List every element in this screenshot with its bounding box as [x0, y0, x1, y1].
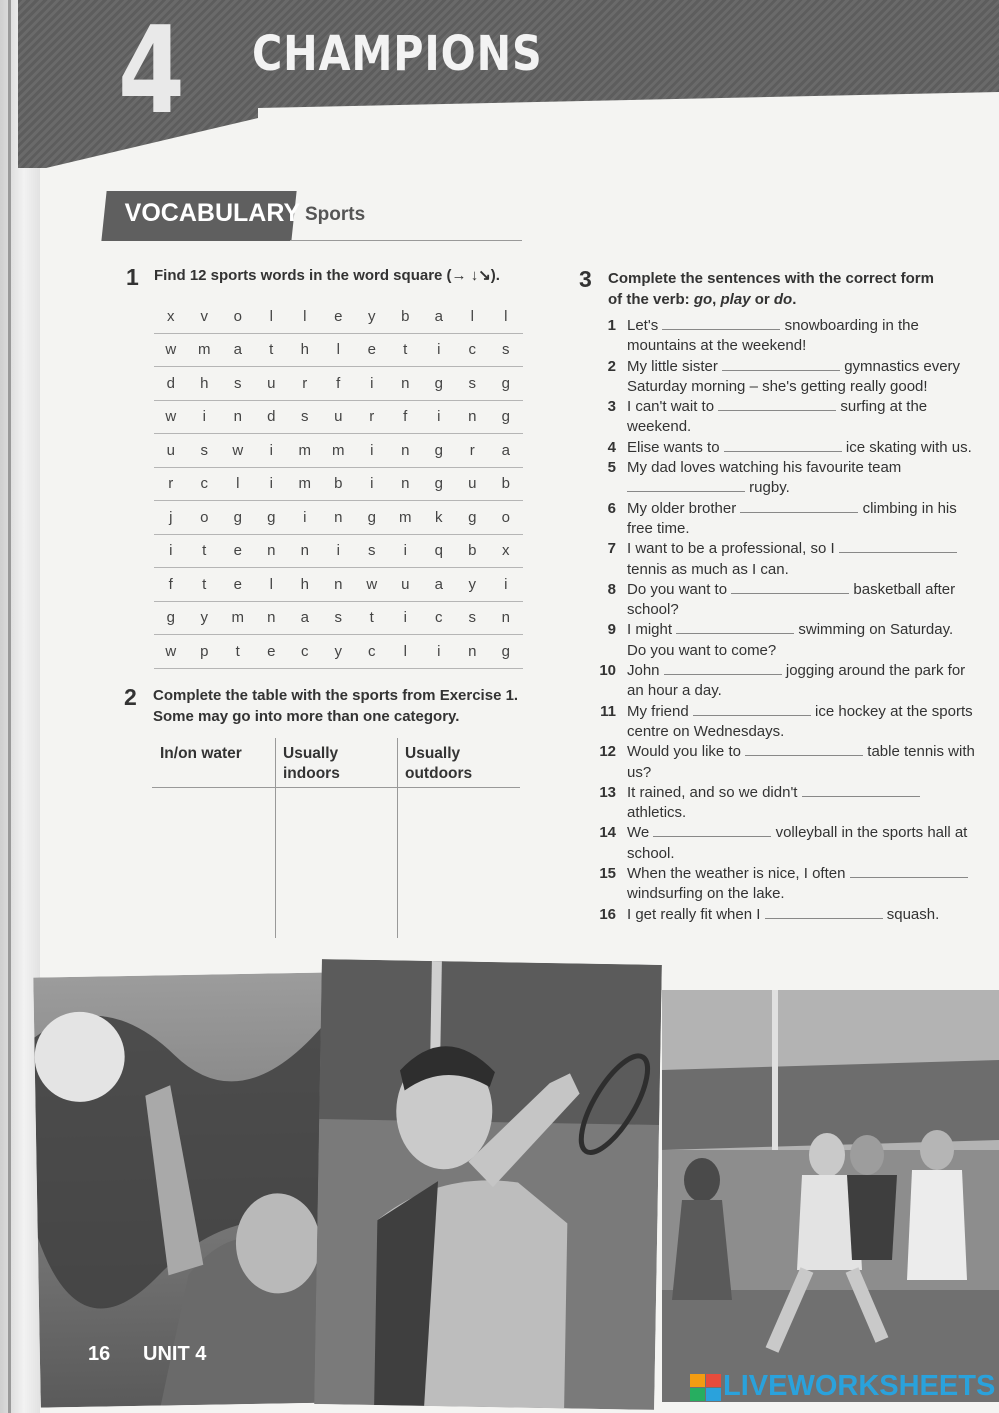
- sentence-text-after: squash.: [886, 905, 940, 923]
- answer-blank[interactable]: [676, 620, 794, 634]
- sentence-text-before: I can't wait to: [627, 398, 715, 416]
- word-square-letter: s: [489, 333, 523, 367]
- answer-blank[interactable]: [664, 661, 782, 675]
- sentence-item: [596, 742, 976, 783]
- answer-blank[interactable]: [765, 905, 883, 919]
- word-square-letter: y: [456, 568, 490, 602]
- word-square-letter: e: [255, 635, 289, 669]
- sentence-text-before: I want to be a professional, so I: [627, 540, 835, 558]
- sentence-number: 1: [607, 317, 616, 334]
- watermark-text: LIVEWORKSHEETS: [723, 1370, 996, 1402]
- column-header-outdoors: Usually outdoors: [405, 745, 473, 782]
- sentence-text-after: jogging around the park for an hour a day.: [627, 662, 966, 700]
- sentence-text-after: surfing at the weekend.: [627, 398, 928, 436]
- liveworksheets-logo-icon: [690, 1374, 722, 1402]
- photo-running-girls: [662, 990, 999, 1402]
- sentence-text-before: Do you want to: [627, 580, 728, 598]
- word-square-letter: y: [322, 635, 356, 669]
- sentence-item: [596, 580, 976, 621]
- answer-blank[interactable]: [745, 742, 863, 756]
- word-square-letter: t: [221, 635, 255, 669]
- word-square-letter: n: [255, 534, 289, 568]
- word-square-row: [154, 635, 523, 669]
- word-square-letter: n: [389, 434, 423, 468]
- word-square-letter: t: [188, 568, 222, 602]
- sentence-number: 8: [607, 580, 616, 598]
- sentence-number: 16: [599, 905, 616, 923]
- word-square-letter: g: [221, 501, 255, 535]
- word-square-letter: v: [188, 300, 222, 333]
- answer-blank[interactable]: [731, 580, 849, 594]
- word-square-letter: n: [221, 400, 255, 434]
- sentence-text-after: gymnastics every Saturday morning – she's getting really good!: [627, 357, 961, 395]
- word-square-letter: i: [154, 534, 188, 568]
- word-square-letter: n: [288, 534, 322, 568]
- sentence-number: 5: [607, 459, 616, 477]
- word-square-letter: o: [489, 501, 523, 535]
- word-square-letter: c: [355, 635, 389, 669]
- word-square-letter: n: [322, 568, 356, 602]
- word-square-letter: t: [188, 534, 222, 568]
- exercise-3-instruction: Complete the sentences with the correct form of the verb: go, play or do.: [608, 270, 934, 308]
- word-square-row: [154, 434, 523, 468]
- word-square-letter: g: [489, 635, 523, 669]
- sentence-text-before: My older brother: [627, 499, 737, 517]
- sentence-text-before: My little sister: [627, 357, 718, 375]
- topic-underline: [290, 240, 522, 241]
- word-square-letter: r: [456, 434, 490, 468]
- sentence-text-before: John: [627, 662, 660, 680]
- sentence-number: 11: [600, 702, 616, 720]
- word-square-letter: l: [489, 300, 523, 333]
- word-square-letter: u: [456, 467, 490, 501]
- word-square-letter: m: [288, 467, 322, 501]
- sentence-text-before: Let's: [627, 317, 659, 334]
- word-square-letter: b: [389, 300, 423, 333]
- word-square-letter: m: [322, 434, 356, 468]
- word-square-row: [154, 400, 523, 434]
- word-square-letter: x: [489, 534, 523, 568]
- sentence-text-after: swimming on Saturday. Do you want to come?: [627, 621, 954, 659]
- word-square-row: [154, 300, 523, 333]
- word-square-letter: i: [255, 434, 289, 468]
- sentence-text-before: Elise wants to: [627, 438, 720, 456]
- word-square-row: [154, 501, 523, 535]
- word-square-letter: f: [322, 367, 356, 401]
- page-number: 16: [88, 1343, 111, 1365]
- sentence-text-before: I get really fit when I: [627, 905, 761, 923]
- word-square-letter: a: [288, 601, 322, 635]
- word-square-letter: c: [288, 635, 322, 669]
- sentence-text-after: climbing in his free time.: [627, 499, 957, 537]
- sentence-text-before: When the weather is nice, I often: [627, 865, 846, 883]
- sentence-number: 15: [599, 865, 616, 883]
- word-square-letter: i: [422, 400, 456, 434]
- word-square-letter: g: [255, 501, 289, 535]
- footer-unit-label: UNIT 4: [143, 1343, 207, 1365]
- word-square-letter: l: [255, 568, 289, 602]
- word-square-letter: i: [355, 434, 389, 468]
- exercise-3-number: 3: [579, 266, 592, 292]
- word-square-letter: i: [322, 534, 356, 568]
- word-square-letter: u: [389, 568, 423, 602]
- sentence-text-after: windsurfing on the lake.: [627, 885, 785, 903]
- word-square-letter: i: [422, 635, 456, 669]
- word-square-letter: b: [489, 467, 523, 501]
- answer-blank[interactable]: [802, 783, 920, 797]
- word-square-letter: k: [422, 501, 456, 535]
- word-square-row: [154, 568, 523, 602]
- word-square-letter: m: [288, 434, 322, 468]
- sentence-number: 6: [607, 499, 616, 517]
- word-square-letter: s: [456, 367, 490, 401]
- unit-title: CHAMPIONS: [252, 26, 543, 82]
- word-square-letter: t: [355, 601, 389, 635]
- sentence-item: [596, 316, 976, 357]
- word-square-letter: u: [322, 400, 356, 434]
- word-square-letter: b: [456, 534, 490, 568]
- word-square-letter: t: [389, 333, 423, 367]
- column-header-indoors: Usually indoors: [283, 745, 340, 782]
- word-square-letter: q: [422, 534, 456, 568]
- sentence-number: 14: [599, 824, 616, 842]
- word-square-letter: h: [288, 568, 322, 602]
- word-square-letter: a: [422, 300, 456, 333]
- word-square-letter: y: [355, 300, 389, 333]
- sentence-text-before: My dad loves watching his favourite team: [627, 459, 902, 477]
- sentence-text-after: snowboarding in the mountains at the weekend!: [627, 317, 919, 355]
- word-square-letter: r: [355, 400, 389, 434]
- word-square-letter: r: [288, 367, 322, 401]
- answer-blank[interactable]: [662, 316, 780, 330]
- sentence-text-after: rugby.: [749, 479, 790, 497]
- exercise-2-number: 2: [124, 684, 137, 710]
- sentence-number: 7: [607, 540, 616, 558]
- sentence-text-after: table tennis with us?: [627, 743, 975, 781]
- answer-blank[interactable]: [693, 702, 811, 716]
- word-square-letter: a: [422, 568, 456, 602]
- sentence-number: 9: [607, 621, 616, 639]
- word-square-letter: i: [389, 534, 423, 568]
- word-square-letter: i: [355, 467, 389, 501]
- word-square-letter: n: [489, 601, 523, 635]
- answer-blank[interactable]: [627, 478, 745, 492]
- sentence-item: [596, 783, 976, 824]
- topic-title: Sports: [305, 204, 366, 225]
- sentence-text-after: athletics.: [627, 804, 687, 822]
- sentence-number: 2: [607, 357, 616, 375]
- word-square-letter: x: [154, 300, 188, 333]
- sentence-text-before: My friend: [627, 702, 689, 720]
- word-square-letter: h: [188, 367, 222, 401]
- word-square-letter: n: [389, 467, 423, 501]
- answer-blank[interactable]: [839, 539, 957, 553]
- word-square-letter: l: [255, 300, 289, 333]
- answer-blank[interactable]: [740, 499, 858, 513]
- answer-blank[interactable]: [722, 357, 840, 371]
- word-square-letter: w: [221, 434, 255, 468]
- word-square-letter: n: [322, 501, 356, 535]
- word-square-letter: g: [489, 367, 523, 401]
- answer-blank[interactable]: [724, 438, 842, 452]
- word-square-letter: d: [154, 367, 188, 401]
- sentence-item: [596, 823, 976, 864]
- sentence-item: [596, 864, 976, 905]
- word-square-letter: d: [255, 400, 289, 434]
- word-square-row: [154, 333, 523, 367]
- word-square-letter: g: [422, 467, 456, 501]
- word-square-letter: y: [188, 601, 222, 635]
- word-square-letter: w: [154, 333, 188, 367]
- word-square-letter: i: [389, 601, 423, 635]
- book-spine: [0, 0, 40, 1413]
- word-square: [154, 300, 523, 669]
- word-square-letter: i: [288, 501, 322, 535]
- table-column-divider: [275, 738, 276, 938]
- word-square-letter: g: [422, 367, 456, 401]
- word-square-letter: a: [489, 434, 523, 468]
- sentence-text-after: volleyball in the sports hall at school.: [627, 824, 968, 862]
- word-square-letter: n: [255, 601, 289, 635]
- word-square-letter: o: [188, 501, 222, 535]
- word-square-letter: e: [355, 333, 389, 367]
- table-header-divider: [152, 787, 520, 788]
- word-square-letter: p: [188, 635, 222, 669]
- sentence-item: [596, 702, 976, 743]
- sentence-number: 12: [599, 743, 616, 761]
- photo-tennis-player: [314, 959, 662, 1410]
- sentence-number: 13: [599, 783, 616, 801]
- word-square-letter: w: [355, 568, 389, 602]
- sentence-text-before: It rained, and so we didn't: [627, 783, 798, 801]
- word-square-letter: s: [456, 601, 490, 635]
- exercise-1-number: 1: [126, 264, 139, 290]
- sentence-number: 3: [607, 398, 616, 416]
- vocabulary-label: VOCABULARY: [101, 191, 296, 241]
- sentence-number: 4: [607, 438, 616, 456]
- word-square-letter: i: [422, 333, 456, 367]
- sports-category-table: [152, 738, 522, 938]
- word-square-letter: l: [389, 635, 423, 669]
- sentence-text-before: Would you like to: [627, 743, 741, 761]
- sentence-text-after: ice hockey at the sports centre on Wednesdays.: [627, 702, 973, 740]
- word-square-letter: m: [188, 333, 222, 367]
- word-square-letter: i: [355, 367, 389, 401]
- word-square-letter: g: [489, 400, 523, 434]
- word-square-letter: r: [154, 467, 188, 501]
- sentence-number: 10: [599, 662, 616, 680]
- sentence-list: [596, 316, 976, 925]
- sentence-text-before: We: [627, 824, 650, 842]
- word-square-letter: e: [221, 534, 255, 568]
- word-square-letter: s: [322, 601, 356, 635]
- word-square-letter: o: [221, 300, 255, 333]
- answer-blank[interactable]: [850, 864, 968, 878]
- sentence-item: [596, 539, 976, 580]
- word-square-row: [154, 534, 523, 568]
- sentence-item: [596, 905, 976, 925]
- word-square-letter: g: [355, 501, 389, 535]
- sentence-item: [596, 357, 976, 398]
- word-square-row: [154, 367, 523, 401]
- word-square-letter: c: [188, 467, 222, 501]
- word-square-letter: n: [456, 635, 490, 669]
- unit-number: 4: [118, 2, 182, 141]
- sentence-item: [596, 458, 976, 499]
- word-square-letter: w: [154, 635, 188, 669]
- word-square-letter: m: [389, 501, 423, 535]
- answer-blank[interactable]: [653, 823, 771, 837]
- word-square-letter: b: [322, 467, 356, 501]
- word-square-letter: e: [221, 568, 255, 602]
- sentence-item: [596, 438, 976, 458]
- word-square-letter: n: [456, 400, 490, 434]
- word-square-letter: j: [154, 501, 188, 535]
- word-square-letter: s: [288, 400, 322, 434]
- sentence-text-after: ice skating with us.: [845, 438, 972, 456]
- word-square-letter: h: [288, 333, 322, 367]
- sentence-text-after: basketball after school?: [627, 580, 956, 619]
- word-square-letter: n: [389, 367, 423, 401]
- word-square-letter: c: [422, 601, 456, 635]
- word-square-letter: g: [154, 601, 188, 635]
- sentence-item: [596, 499, 976, 540]
- word-square-letter: i: [255, 467, 289, 501]
- exercise-2-instruction: Complete the table with the sports from Exercise 1. Some may go into more than one category.: [153, 687, 519, 725]
- word-square-letter: i: [489, 568, 523, 602]
- word-square-letter: s: [221, 367, 255, 401]
- word-square-letter: s: [355, 534, 389, 568]
- exercise-1-instruction: Find 12 sports words in the word square (→ ↓↘).: [154, 267, 500, 284]
- word-square-letter: t: [255, 333, 289, 367]
- word-square-letter: w: [154, 400, 188, 434]
- word-square-letter: g: [456, 501, 490, 535]
- word-square-letter: e: [322, 300, 356, 333]
- word-square-letter: m: [221, 601, 255, 635]
- word-square-letter: f: [389, 400, 423, 434]
- word-square-letter: l: [221, 467, 255, 501]
- word-square-letter: c: [456, 333, 490, 367]
- table-column-divider: [397, 738, 398, 938]
- answer-blank[interactable]: [718, 397, 836, 411]
- sentence-item: [596, 661, 976, 702]
- word-square-letter: l: [322, 333, 356, 367]
- sentence-text-after: tennis as much as I can.: [627, 560, 789, 578]
- word-square-letter: a: [221, 333, 255, 367]
- word-square-letter: s: [188, 434, 222, 468]
- column-header-water: In/on water: [160, 745, 242, 762]
- word-square-letter: u: [154, 434, 188, 468]
- word-square-letter: l: [288, 300, 322, 333]
- word-square-row: [154, 601, 523, 635]
- word-square-row: [154, 467, 523, 501]
- word-square-letter: f: [154, 568, 188, 602]
- word-square-letter: i: [188, 400, 222, 434]
- word-square-letter: u: [255, 367, 289, 401]
- sentence-item: [596, 620, 976, 661]
- word-square-letter: g: [422, 434, 456, 468]
- sentence-item: [596, 397, 976, 438]
- word-square-letter: l: [456, 300, 490, 333]
- sentence-text-before: I might: [627, 621, 673, 639]
